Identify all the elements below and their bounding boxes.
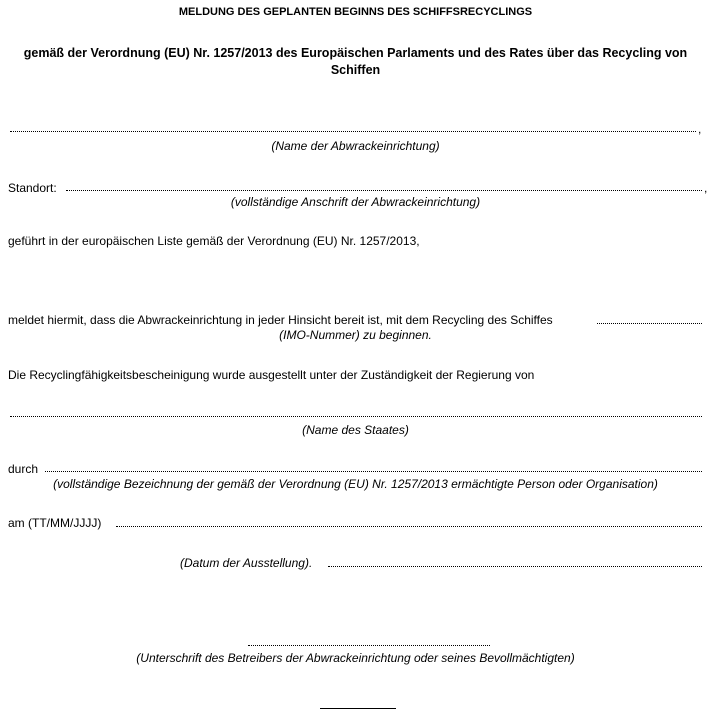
facility-name-comma: ,	[698, 122, 702, 136]
facility-name-field[interactable]	[10, 131, 696, 132]
document-subtitle: gemäß der Verordnung (EU) Nr. 1257/2013 des Europäischen Parlaments und des Rates über das Recycling von Schiffen	[23, 46, 688, 77]
location-caption: (vollständige Anschrift der Abwrackeinrichtung)	[230, 195, 481, 209]
issue-date-label: (Datum der Ausstellung).	[180, 556, 313, 570]
certificate-text: Die Recyclingfähigkeitsbescheinigung wurde ausgestellt unter der Zuständigkeit der Regierung von	[8, 368, 535, 382]
document-title: MELDUNG DES GEPLANTEN BEGINNS DES SCHIFFSRECYCLINGS	[178, 6, 533, 18]
footer-rule	[320, 708, 396, 709]
location-comma: ,	[704, 181, 708, 195]
by-label: durch	[8, 462, 39, 476]
notify-text: meldet hiermit, dass die Abwrackeinrichtung in jeder Hinsicht bereit ist, mit dem Recycling des Schiffes	[8, 313, 553, 327]
listed-text: geführt in der europäischen Liste gemäß der Verordnung (EU) Nr. 1257/2013,	[8, 234, 420, 248]
issue-date-field[interactable]	[328, 566, 702, 567]
date-field[interactable]	[116, 526, 702, 527]
location-label: Standort:	[8, 181, 57, 195]
authorized-organisation-field[interactable]	[45, 471, 702, 472]
location-field[interactable]	[66, 190, 702, 191]
facility-name-caption: (Name der Abwrackeinrichtung)	[271, 139, 440, 153]
by-caption: (vollständige Bezeichnung der gemäß der Verordnung (EU) Nr. 1257/2013 ermächtigte Person oder Organisation)	[53, 477, 658, 491]
date-label: am (TT/MM/JJJJ)	[8, 516, 102, 530]
signature-caption: (Unterschrift des Betreibers der Abwrackeinrichtung oder seines Bevollmächtigten)	[136, 651, 575, 665]
imo-caption: (IMO-Nummer) zu beginnen.	[279, 328, 432, 342]
state-field[interactable]	[10, 416, 702, 417]
imo-number-field[interactable]	[597, 323, 702, 324]
state-caption: (Name des Staates)	[302, 423, 409, 437]
signature-field[interactable]	[248, 645, 490, 646]
